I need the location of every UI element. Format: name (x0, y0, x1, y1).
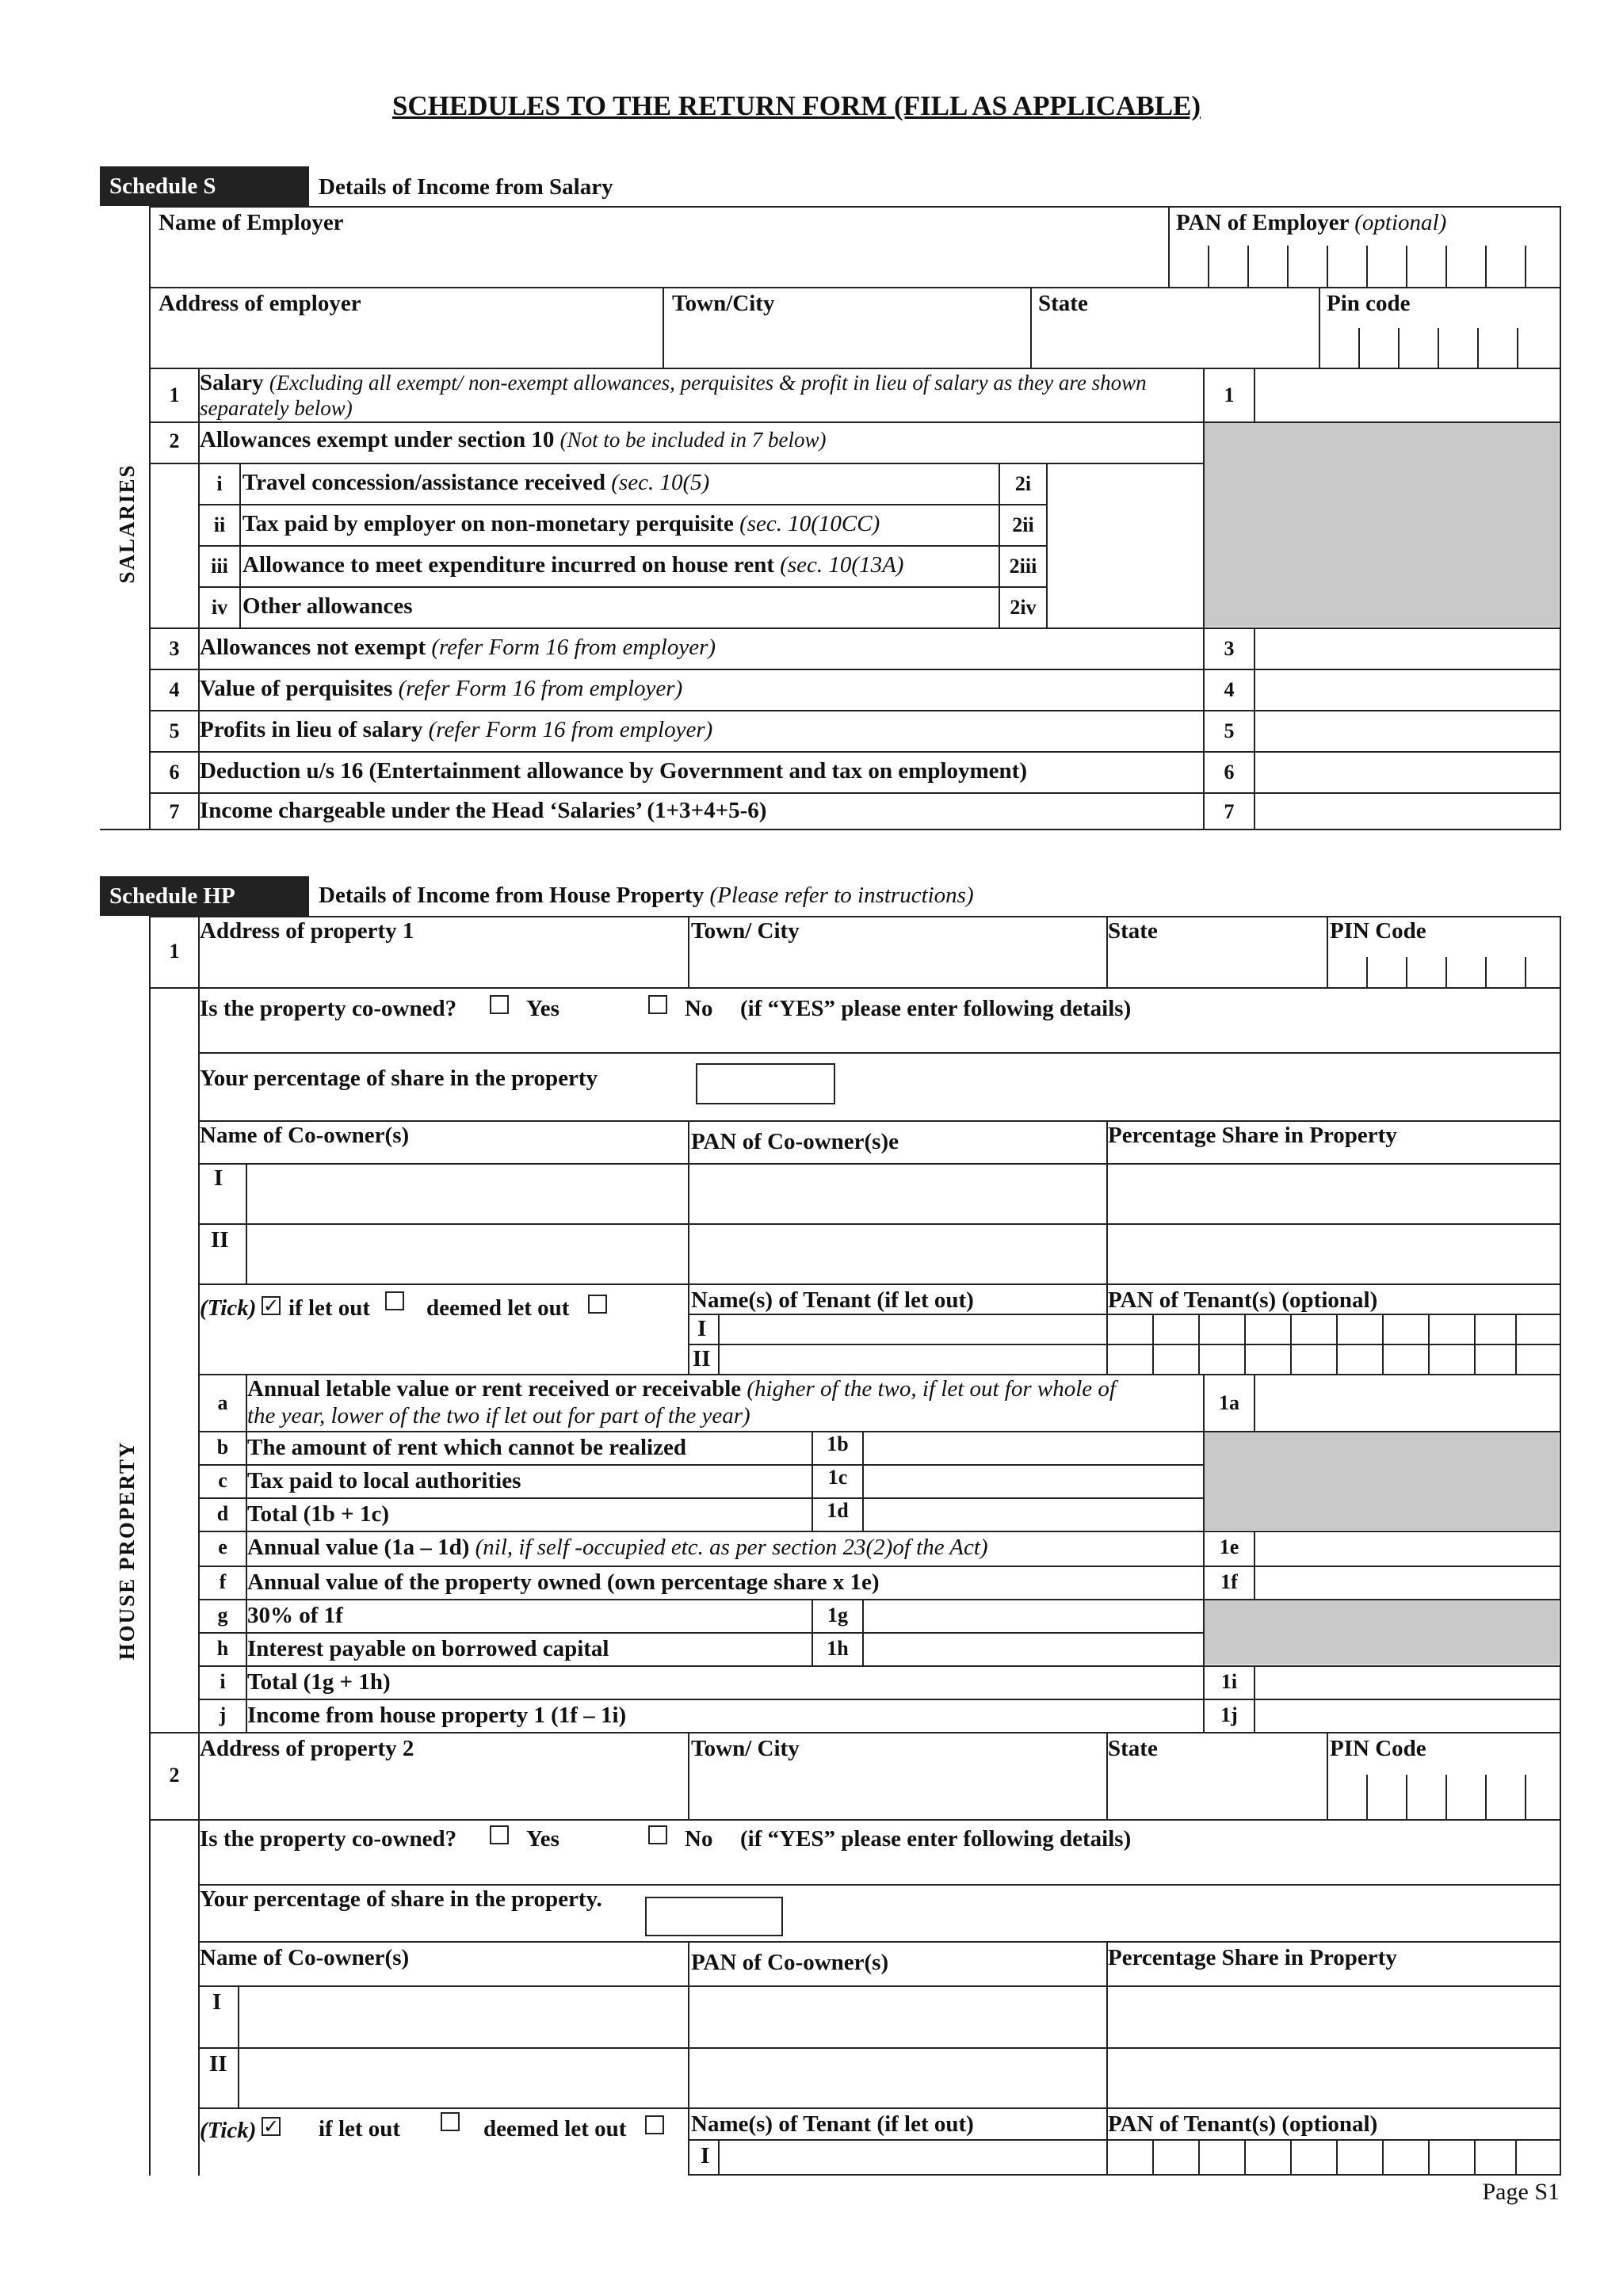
share-input[interactable] (696, 1063, 835, 1104)
profits-lieu-salary-label: Profits in lieu of salary (refer Form 16 from employer) (200, 717, 713, 742)
no-checkbox[interactable] (648, 1825, 667, 1844)
row-code: 5 (1224, 719, 1235, 742)
coowner-pan-label: PAN of Co-owner(s)e (691, 1129, 899, 1154)
share-input[interactable] (645, 1897, 783, 1936)
coowner-pan-label: PAN of Co-owner(s) (691, 1950, 889, 1975)
coowner-label: Name of Co-owner(s) (200, 1123, 410, 1148)
sub-num: ii (213, 513, 226, 536)
salaries-side-label: SALARIES (115, 463, 139, 584)
tenant-label: Name(s) of Tenant (if let out) (691, 1287, 974, 1313)
yes-checkbox[interactable] (490, 995, 509, 1014)
row-num: 7 (169, 800, 180, 823)
row-code: 6 (1224, 761, 1235, 784)
item-letter: h (216, 1637, 229, 1660)
employer-name-label: Name of Employer (158, 210, 344, 235)
row-code: 7 (1224, 800, 1235, 823)
sub-num: iii (211, 555, 228, 578)
coowned-question: Is the property co-owned? (200, 996, 457, 1021)
item-letter: e (218, 1535, 227, 1558)
tax-local-label: Tax paid to local authorities (247, 1468, 521, 1493)
coowner-row-2: II (209, 2051, 227, 2077)
schedule-hp-tab: Schedule HP (100, 876, 309, 916)
let-out-label: if let out (288, 1295, 371, 1321)
let-out-label: if let out (319, 2116, 401, 2142)
shaded-block (1205, 1432, 1559, 1530)
no-checkbox[interactable] (648, 995, 667, 1014)
town-label: Town/ City (691, 1736, 800, 1761)
row-num: 5 (169, 719, 180, 742)
row-num: 3 (169, 637, 180, 660)
salary-label: Salary (Excluding all exempt/ non-exempt allowances, perquisites & profit in lieu of salary as they are shown (200, 370, 1147, 395)
yes-label: Yes (526, 1826, 559, 1852)
tenant-row-1: I (697, 1316, 707, 1341)
income-house-property-label: Income from house property 1 (1f – 1i) (247, 1703, 627, 1728)
town-label: Town/City (672, 291, 775, 316)
tenant-row-1: I (701, 2143, 710, 2168)
total-1b-1c-label: Total (1b + 1c) (247, 1501, 389, 1527)
pin-label: PIN Code (1330, 1736, 1426, 1761)
coowner-row-1: I (214, 1165, 223, 1191)
other-allowances-label: Other allowances (242, 593, 413, 619)
state-label: State (1108, 1736, 1158, 1761)
item-code: 1j (1220, 1703, 1238, 1726)
let-out-checkbox[interactable]: ✓ (263, 2115, 280, 2138)
item-letter: j (219, 1703, 227, 1726)
item-letter: d (216, 1502, 229, 1525)
pin-label: Pin code (1327, 291, 1411, 316)
yes-label: Yes (526, 996, 559, 1021)
row-code: 4 (1224, 678, 1235, 701)
coowner-label: Name of Co-owner(s) (200, 1945, 410, 1970)
item-code: 1d (827, 1499, 849, 1522)
item-letter: f (219, 1570, 227, 1593)
tenant-pan-label: PAN of Tenant(s) (optional) (1108, 2111, 1378, 2137)
coowner-row-2: II (211, 1227, 229, 1253)
row-code: 1 (1224, 383, 1235, 406)
item-code: 1g (827, 1604, 848, 1627)
house-rent-allowance-label: Allowance to meet expenditure incurred on house rent (sec. 10(13A) (242, 552, 904, 578)
deduction-16-label: Deduction u/s 16 (Entertainment allowance by Government and tax on employment) (200, 758, 1027, 784)
item-code: 1f (1220, 1570, 1238, 1593)
row-num: 2 (169, 429, 180, 452)
item-code: 1b (827, 1432, 849, 1455)
sub-code: 2iii (1009, 555, 1037, 578)
perquisites-label: Value of perquisites (refer Form 16 from employer) (200, 676, 683, 701)
sub-code: 2i (1014, 472, 1032, 495)
row-num: 6 (169, 761, 180, 784)
annual-letable-cont: the year, lower of the two if let out for part of the year) (247, 1403, 750, 1428)
income-salaries-label: Income chargeable under the Head ‘Salaries’ (1+3+4+5-6) (200, 798, 767, 823)
no-label: No (685, 996, 713, 1021)
pin-label: PIN Code (1330, 918, 1426, 944)
percentage-share-label: Percentage Share in Property (1108, 1123, 1397, 1148)
share-label: Your percentage of share in the property. (200, 1886, 602, 1912)
item-code: 1e (1219, 1535, 1239, 1558)
item-letter: g (217, 1604, 228, 1627)
schedule-hp-heading: Details of Income from House Property (Please refer to instructions) (319, 883, 974, 908)
tax-paid-employer-label: Tax paid by employer on non-monetary perquisite (sec. 10(10CC) (242, 511, 880, 536)
percentage-share-label: Percentage Share in Property (1108, 1945, 1397, 1970)
share-label: Your percentage of share in the property (200, 1066, 598, 1091)
yes-note: (if “YES” please enter following details) (740, 1826, 1132, 1852)
deemed-let-out-checkbox[interactable] (588, 1295, 607, 1314)
item-letter: c (218, 1469, 227, 1492)
deemed-label: deemed let out (426, 1295, 570, 1321)
sub-code: 2ii (1012, 513, 1034, 536)
deemed-label: deemed let out (483, 2116, 627, 2142)
rent-not-realized-label: The amount of rent which cannot be realized (247, 1435, 686, 1460)
total-1g-1h-label: Total (1g + 1h) (247, 1669, 391, 1695)
state-label: State (1038, 291, 1088, 316)
schedule-s-tab: Schedule S (100, 166, 309, 206)
tenant-pan-label: PAN of Tenant(s) (optional) (1108, 1287, 1378, 1313)
no-label: No (685, 1826, 713, 1852)
address-property-label: Address of property 1 (200, 918, 414, 944)
deemed-let-out-checkbox[interactable] (645, 2115, 664, 2134)
item-code: 1i (1220, 1670, 1238, 1693)
annual-letable-label: Annual letable value or rent received or receivable (higher of the two, if let out for whole of (247, 1376, 1116, 1402)
annual-value-owned-label: Annual value of the property owned (own percentage share x 1e) (247, 1569, 880, 1595)
yes-checkbox[interactable] (490, 1825, 509, 1844)
town-label: Town/ City (691, 918, 800, 944)
coowned-question: Is the property co-owned? (200, 1826, 457, 1852)
address-employer-label: Address of employer (158, 291, 361, 316)
page-number: Page S1 (1482, 2179, 1560, 2205)
state-label: State (1108, 918, 1158, 944)
tick-label: (Tick) (200, 1295, 257, 1321)
let-out-checkbox[interactable]: ✓ (263, 1295, 280, 1317)
annual-value-label: Annual value (1a – 1d) (nil, if self -occupied etc. as per section 23(2)of the Act) (247, 1535, 988, 1560)
property-num: 2 (169, 1764, 180, 1787)
travel-concession-label: Travel concession/assistance received (sec. 10(5) (242, 470, 710, 495)
interest-payable-label: Interest payable on borrowed capital (247, 1636, 609, 1661)
row-num: 4 (169, 678, 180, 701)
sub-code: 2iv (1010, 596, 1037, 619)
house-property-side-label: HOUSE PROPERTY (115, 1440, 139, 1661)
sub-num: i (216, 472, 223, 495)
item-letter: b (216, 1436, 229, 1459)
row-num: 1 (169, 383, 180, 406)
row-code: 3 (1224, 637, 1235, 660)
allowances-not-exempt-label: Allowances not exempt (refer Form 16 from employer) (200, 635, 716, 660)
item-code: 1h (827, 1637, 849, 1660)
pan-employer-label: PAN of Employer (optional) (1176, 210, 1447, 235)
property-num: 1 (169, 940, 180, 963)
item-letter: i (220, 1670, 226, 1693)
shaded-block (1205, 1600, 1559, 1665)
deemed-checkbox[interactable] (441, 2112, 460, 2131)
thirty-percent-label: 30% of 1f (247, 1603, 343, 1628)
tenant-row-2: II (693, 1346, 711, 1371)
salary-label-cont: separately below) (200, 396, 353, 420)
tick-label: (Tick) (200, 2118, 257, 2143)
item-code: 1a (1219, 1391, 1239, 1414)
sub-num: iv (211, 596, 228, 619)
yes-note: (if “YES” please enter following details) (740, 996, 1132, 1021)
address-property-label: Address of property 2 (200, 1736, 414, 1761)
item-letter: a (217, 1391, 228, 1414)
schedule-s-heading: Details of Income from Salary (319, 174, 613, 200)
coowner-row-1: I (212, 1989, 222, 2015)
shaded-block (1205, 423, 1559, 627)
deemed-checkbox[interactable] (385, 1291, 404, 1310)
allowances-exempt-label: Allowances exempt under section 10 (Not to be included in 7 below) (200, 427, 827, 452)
tenant-label: Name(s) of Tenant (if let out) (691, 2111, 974, 2137)
item-code: 1c (827, 1466, 848, 1489)
page-title: SCHEDULES TO THE RETURN FORM (FILL AS APPLICABLE) (391, 90, 1201, 121)
